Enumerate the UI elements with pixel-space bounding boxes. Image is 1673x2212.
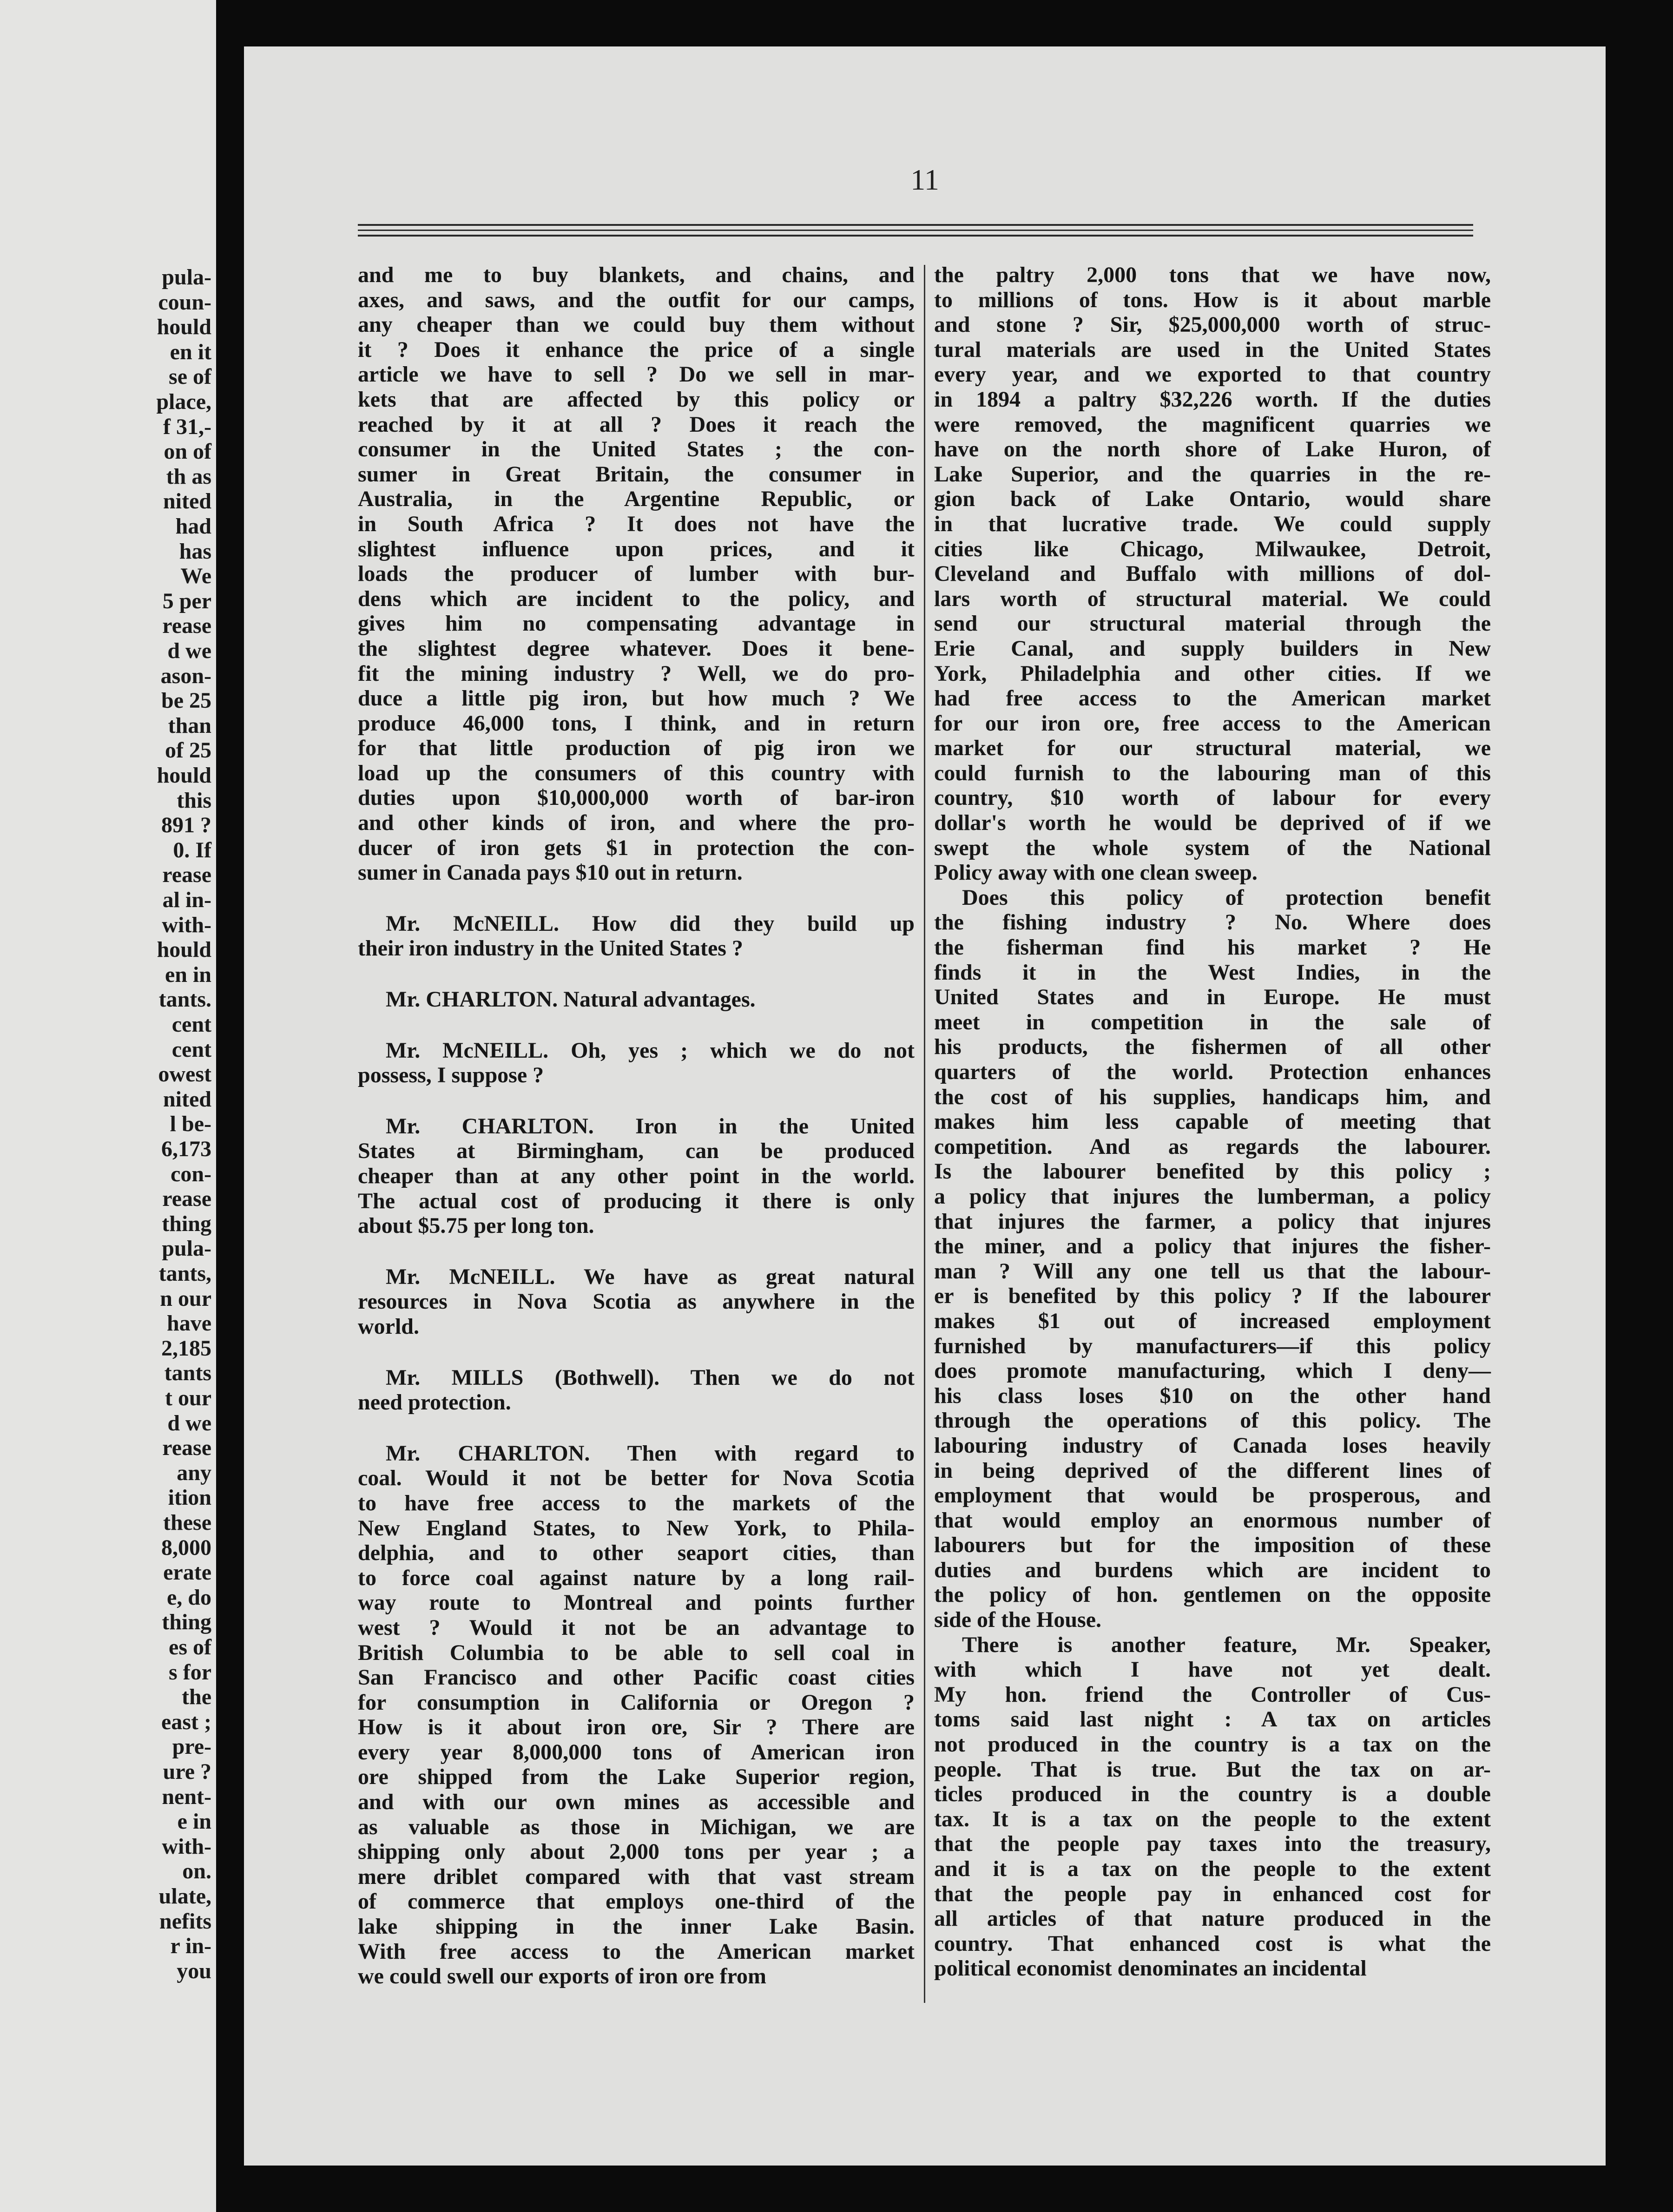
text-line: people. That is true. But the tax on ar- (934, 1757, 1491, 1782)
text-line: finds it in the West Indies, in the (934, 960, 1491, 985)
text-line: reached by it at all ? Does it reach the (358, 412, 915, 437)
text-line: er is benefited by this policy ? If the labourer (934, 1284, 1491, 1309)
text-line: shipping only about 2,000 tons per year ; a (358, 1839, 915, 1864)
fragment-line: with- (162, 912, 211, 937)
text-line: United States and in Europe. He must (934, 985, 1491, 1010)
text-line: duties upon $10,000,000 worth of bar-iron (358, 785, 915, 810)
paragraph-gap (358, 1415, 915, 1441)
page-number: 11 (910, 163, 939, 196)
fragment-line: ason- (160, 663, 211, 688)
text-line: slightest influence upon prices, and it (358, 536, 915, 561)
text-line: in South Africa ? It does not have the (358, 511, 915, 536)
book-binding (216, 0, 244, 2212)
text-line: makes him less capable of meeting that (934, 1109, 1491, 1134)
fragment-line: ition (168, 1485, 211, 1510)
text-line: his class loses $10 on the other hand (934, 1383, 1491, 1408)
text-line: for that little production of pig iron we (358, 736, 915, 761)
fragment-line: 8,000 (161, 1535, 211, 1560)
fragment-line: nited (163, 1086, 211, 1112)
text-line: any cheaper than we could buy them without (358, 312, 915, 337)
fragment-line: We (180, 564, 211, 589)
text-line: man ? Will any one tell us that the labour- (934, 1258, 1491, 1284)
paragraph (934, 1633, 1491, 1981)
fragment-line: with- (162, 1834, 211, 1859)
fragment-line: coun- (158, 290, 211, 315)
text-line: way route to Montreal and points further (358, 1590, 915, 1615)
fragment-line: ure ? (163, 1759, 211, 1784)
text-line: had free access to the American market (934, 686, 1491, 711)
text-line: gion back of Lake Ontario, would share (934, 487, 1491, 512)
fragment-line: 0. If (173, 837, 211, 862)
text-line: With free access to the American market (358, 1939, 915, 1964)
paragraph (934, 885, 1491, 1633)
text-line: could furnish to the labouring man of this (934, 760, 1491, 785)
text-line: his products, the fishermen of all other (934, 1034, 1491, 1060)
text-line: that the people pay taxes into the treasury, (934, 1831, 1491, 1856)
text-line: cheaper than at any other point in the world. (358, 1164, 915, 1188)
fragment-line: nent- (162, 1784, 211, 1809)
fragment-line: pre- (172, 1734, 211, 1759)
text-line: coal. Would it not be better for Nova Scotia (358, 1466, 915, 1491)
fragment-line: es of (169, 1635, 211, 1659)
text-line: as valuable as those in Michigan, we are (358, 1814, 915, 1839)
text-line: and it is a tax on the people to the extent (934, 1856, 1491, 1881)
fragment-line: any (177, 1460, 211, 1485)
fragment-line: l be- (170, 1112, 211, 1137)
paragraph-gap (358, 1339, 915, 1365)
text-line: furnished by manufacturers—if this policy (934, 1333, 1491, 1358)
text-line: sumer in Canada pays $10 out in return. (358, 860, 743, 885)
fragment-line: thing (162, 1211, 211, 1236)
text-line: possess, I suppose ? (358, 1063, 544, 1088)
text-line: meet in competition in the sale of (934, 1009, 1491, 1034)
text-line: and me to buy blankets, and chains, and (358, 263, 915, 287)
previous-page-fragment (0, 0, 216, 2212)
fragment-line: tants (164, 1361, 211, 1386)
paragraph (934, 263, 1491, 885)
text-line: lars worth of structural material. We could (934, 586, 1491, 611)
text-line: sumer in Great Britain, the consumer in (358, 461, 915, 487)
fragment-line: rease (162, 862, 211, 888)
fragment-line: pula- (162, 265, 211, 290)
paragraph (358, 1114, 915, 1238)
text-line: duce a little pig iron, but how much ? We (358, 686, 915, 711)
text-line: dollar's worth he would be deprived of if we (934, 810, 1491, 836)
text-line: makes $1 out of increased employment (934, 1308, 1491, 1333)
text-line: cities like Chicago, Milwaukee, Detroit, (934, 536, 1491, 561)
text-line: resources in Nova Scotia as anywhere in the (358, 1289, 915, 1314)
text-line: the fisherman find his market ? He (934, 935, 1491, 960)
paragraph (358, 1264, 915, 1339)
header-rule-middle (358, 230, 1473, 231)
paragraph-gap (358, 885, 915, 911)
text-line: Mr. CHARLTON. Natural advantages. (386, 987, 756, 1012)
text-line: in being deprived of the different lines of (934, 1458, 1491, 1483)
text-line: their iron industry in the United States ? (358, 936, 743, 961)
text-line: kets that are affected by this policy or (358, 387, 915, 412)
text-line: My hon. friend the Controller of Cus- (934, 1682, 1491, 1707)
text-line: to have free access to the markets of the (358, 1490, 915, 1515)
text-line: Mr. McNEILL. Oh, yes ; which we do not (386, 1038, 915, 1063)
fragment-line: be 25 (161, 688, 211, 713)
text-line: San Francisco and other Pacific coast cities (358, 1665, 915, 1690)
text-line: The actual cost of producing it there is only (358, 1188, 915, 1213)
text-line: dens which are incident to the policy, and (358, 586, 915, 611)
text-line: for consumption in California or Oregon ? (358, 1690, 915, 1715)
paragraph (358, 1365, 915, 1415)
text-line: for our iron ore, free access to the American (934, 711, 1491, 736)
fragment-line: s for (169, 1659, 211, 1685)
text-line: the fishing industry ? No. Where does (934, 910, 1491, 935)
text-line: country. That enhanced cost is what the (934, 1931, 1491, 1956)
left-column (358, 263, 915, 2121)
text-line: the paltry 2,000 tons that we have now, (934, 263, 1491, 287)
text-line: not produced in the country is a tax on the (934, 1732, 1491, 1757)
text-line: all articles of that nature produced in the (934, 1906, 1491, 1931)
text-line: world. (358, 1314, 419, 1339)
fragment-line: 2,185 (161, 1336, 211, 1361)
text-line: and other kinds of iron, and where the pro- (358, 810, 915, 836)
fragment-line: e, do (167, 1585, 211, 1610)
text-line: tural materials are used in the United States (934, 337, 1491, 362)
text-line: Mr. CHARLTON. Iron in the United (386, 1113, 915, 1139)
text-line: does promote manufacturing, which I deny— (934, 1358, 1491, 1383)
text-line: west ? Would it not be an advantage to (358, 1615, 915, 1640)
fragment-line: thing (162, 1610, 211, 1635)
text-line: labourers but for the imposition of these (934, 1533, 1491, 1558)
text-line: Mr. McNEILL. How did they build up (386, 911, 915, 936)
fragment-line: hould (157, 315, 211, 340)
fragment-line: en in (165, 962, 211, 987)
text-line: lake shipping in the inner Lake Basin. (358, 1914, 915, 1939)
fragment-line: d we (167, 639, 211, 663)
text-line: There is another feature, Mr. Speaker, (962, 1632, 1491, 1657)
text-line: toms said last night : A tax on articles (934, 1707, 1491, 1732)
column-divider (924, 265, 925, 2003)
fragment-line: the (182, 1685, 211, 1710)
text-line: have on the north shore of Lake Huron, of (934, 437, 1491, 462)
fragment-line: 5 per (162, 588, 211, 613)
text-line: with which I have not yet dealt. (934, 1657, 1491, 1682)
document-page (244, 46, 1606, 2166)
fragment-line: nefits (159, 1909, 211, 1934)
fragment-line: cent (171, 1037, 211, 1062)
fragment-line: on of (164, 439, 211, 464)
fragment-line: rease (162, 613, 211, 639)
paragraph (358, 987, 915, 1012)
paragraph-gap (358, 1088, 915, 1114)
fragment-line: 891 ? (161, 813, 211, 838)
fragment-line: tants, (158, 1261, 211, 1286)
text-line: a policy that injures the lumberman, a policy (934, 1184, 1491, 1209)
fragment-line: cent (171, 1012, 211, 1037)
text-line: about $5.75 per long ton. (358, 1213, 594, 1238)
text-line: consumer in the United States ; the con- (358, 437, 915, 462)
text-line: in 1894 a paltry $32,226 worth. If the duties (934, 387, 1491, 412)
fragment-line: nited (163, 489, 211, 514)
text-line: gives him no compensating advantage in (358, 611, 915, 636)
fragment-line: you (177, 1958, 211, 1983)
fragment-line: d we (167, 1410, 211, 1435)
text-line: that would employ an enormous number of (934, 1508, 1491, 1533)
text-line: New England States, to New York, to Phila- (358, 1515, 915, 1540)
text-line: that injures the farmer, a policy that injures (934, 1209, 1491, 1234)
text-line: employment that would be prosperous, and (934, 1483, 1491, 1508)
text-line: York, Philadelphia and other cities. If we (934, 661, 1491, 686)
fragment-line: on. (182, 1859, 211, 1884)
text-line: political economist denominates an incidental (934, 1956, 1367, 1981)
text-line: that the people pay in enhanced cost for (934, 1881, 1491, 1906)
paragraph (358, 911, 915, 961)
text-line: send our structural material through the (934, 611, 1491, 636)
text-line: were removed, the magnificent quarries we (934, 412, 1491, 437)
fragment-line: pula- (162, 1236, 211, 1261)
text-line: Mr. CHARLTON. Then with regard to (386, 1441, 915, 1466)
text-line: country, $10 worth of labour for every (934, 785, 1491, 810)
paragraph-gap (358, 961, 915, 987)
fragment-line: rease (162, 1186, 211, 1211)
fragment-line: erate (163, 1560, 211, 1585)
fragment-line: e in (177, 1809, 211, 1834)
fragment-line: had (175, 514, 211, 539)
paragraph-gap (358, 1012, 915, 1038)
text-line: the cost of his supplies, handicaps him, and (934, 1084, 1491, 1109)
text-line: market for our structural material, we (934, 736, 1491, 761)
text-line: load up the consumers of this country with (358, 760, 915, 785)
fragment-line: hould (157, 763, 211, 788)
text-line: axes, and saws, and the outfit for our camps, (358, 287, 915, 312)
paragraph (358, 1038, 915, 1088)
text-line: of commerce that employs one-third of the (358, 1889, 915, 1914)
text-line: Australia, in the Argentine Republic, or (358, 487, 915, 512)
text-line: tax. It is a tax on the people to the extent (934, 1806, 1491, 1831)
fragment-line: of 25 (165, 738, 211, 763)
fragment-line: r in- (170, 1934, 211, 1959)
text-line: fit the mining industry ? Well, we do pro- (358, 661, 915, 686)
text-line: loads the producer of lumber with bur- (358, 561, 915, 586)
text-line: the slightest degree whatever. Does it bene- (358, 636, 915, 661)
text-line: delphia, and to other seaport cities, than (358, 1540, 915, 1566)
text-line: and with our own mines as accessible and (358, 1790, 915, 1815)
text-line: article we have to sell ? Do we sell in mar- (358, 362, 915, 387)
text-line: ticles produced in the country is a double (934, 1782, 1491, 1807)
text-line: Cleveland and Buffalo with millions of dol- (934, 561, 1491, 586)
text-line: Mr. McNEILL. We have as great natural (386, 1264, 915, 1289)
text-line: Lake Superior, and the quarries in the re- (934, 461, 1491, 487)
text-line: need protection. (358, 1390, 511, 1415)
fragment-line: t our (165, 1386, 211, 1410)
fragment-line: tants. (158, 987, 211, 1012)
text-line: the policy of hon. gentlemen on the opposite (934, 1582, 1491, 1607)
fragment-line: has (179, 539, 211, 564)
text-line: States at Birmingham, can be produced (358, 1139, 915, 1164)
fragment-line: th as (166, 464, 211, 489)
right-column (934, 263, 1491, 2121)
text-line: it ? Does it enhance the price of a single (358, 337, 915, 362)
fragment-line: se of (169, 364, 211, 389)
fragment-line: en it (170, 339, 211, 364)
text-line: side of the House. (934, 1607, 1101, 1633)
header-rule-bottom (358, 235, 1473, 237)
fragment-line: east ; (161, 1709, 211, 1734)
text-line: every year, and we exported to that country (934, 362, 1491, 387)
fragment-line: have (167, 1311, 211, 1336)
text-line: ore shipped from the Lake Superior region, (358, 1764, 915, 1790)
text-line: ducer of iron gets $1 in protection the con- (358, 835, 915, 860)
text-line: and stone ? Sir, $25,000,000 worth of struc- (934, 312, 1491, 337)
paragraph-gap (358, 1238, 915, 1264)
text-line: Does this policy of protection benefit (962, 885, 1491, 910)
fragment-line: f 31,- (163, 414, 211, 439)
text-line: British Columbia to be able to sell coal in (358, 1640, 915, 1665)
text-line: in that lucrative trade. We could supply (934, 511, 1491, 536)
fragment-line: these (163, 1510, 211, 1535)
fragment-line: hould (157, 937, 211, 962)
paragraph (358, 263, 915, 885)
text-line: to force coal against nature by a long rail- (358, 1565, 915, 1590)
fragment-line: this (177, 788, 211, 813)
text-line: How is it about iron ore, Sir ? There are (358, 1715, 915, 1740)
text-line: Policy away with one clean sweep. (934, 860, 1258, 885)
fragment-line: con- (171, 1161, 211, 1186)
text-line: Is the labourer benefited by this policy ; (934, 1159, 1491, 1184)
fragment-line: 6,173 (161, 1137, 211, 1161)
header-rule-top (358, 224, 1473, 226)
text-line: we could swell our exports of iron ore from (358, 1964, 767, 1989)
text-line: competition. And as regards the labourer. (934, 1134, 1491, 1159)
text-line: duties and burdens which are incident to (934, 1557, 1491, 1582)
text-line: through the operations of this policy. The (934, 1408, 1491, 1433)
text-line: produce 46,000 tons, I think, and in return (358, 711, 915, 736)
text-line: quarters of the world. Protection enhances (934, 1060, 1491, 1084)
text-line: Erie Canal, and supply builders in New (934, 636, 1491, 661)
text-line: Mr. MILLS (Bothwell). Then we do not (386, 1365, 915, 1390)
paragraph (358, 1441, 915, 1989)
fragment-line: ulate, (158, 1884, 211, 1909)
text-line: every year 8,000,000 tons of American iron (358, 1739, 915, 1764)
fragment-line: rease (162, 1435, 211, 1461)
fragment-line: owest (158, 1062, 211, 1087)
text-line: swept the whole system of the National (934, 835, 1491, 860)
text-line: the miner, and a policy that injures the fisher- (934, 1234, 1491, 1259)
text-line: to millions of tons. How is it about marble (934, 287, 1491, 312)
fragment-line: than (168, 713, 211, 738)
fragment-line: n our (160, 1286, 211, 1311)
fragment-line: al in- (162, 888, 211, 912)
text-line: labouring industry of Canada loses heavily (934, 1433, 1491, 1458)
text-line: mere driblet compared with that vast stream (358, 1864, 915, 1889)
fragment-line: place, (156, 389, 211, 414)
